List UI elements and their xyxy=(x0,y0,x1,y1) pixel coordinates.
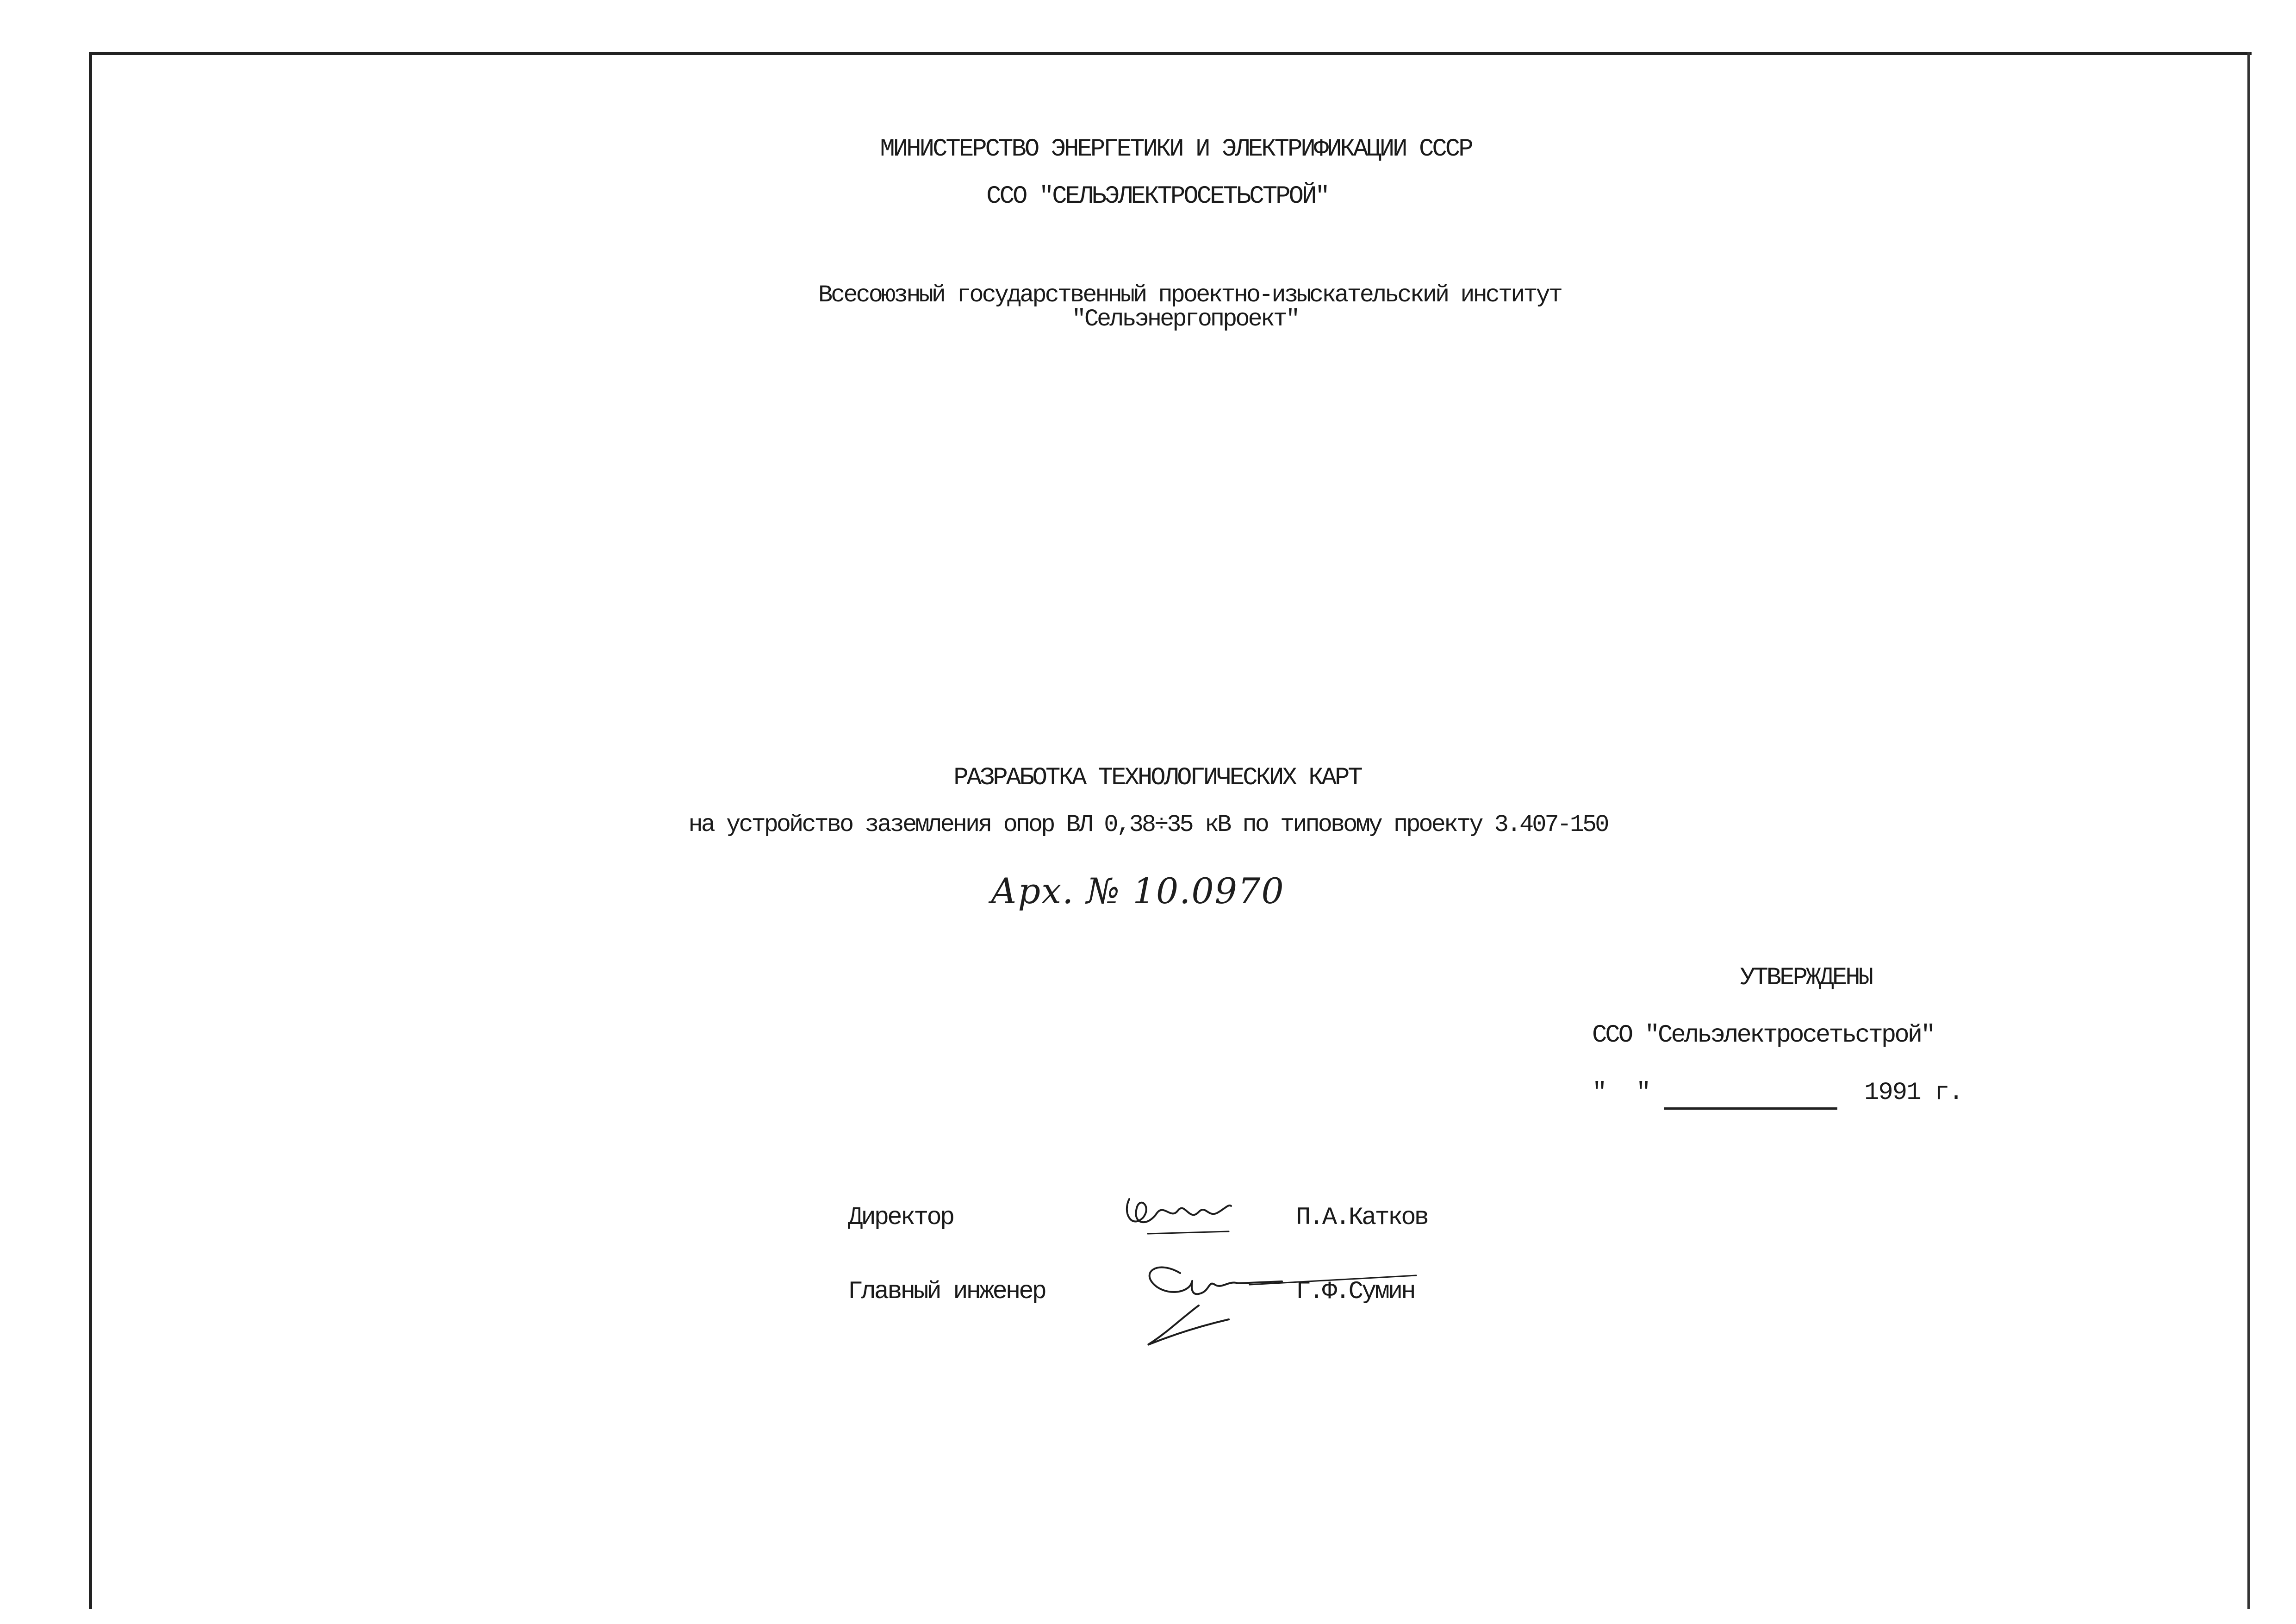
director-role: Директор xyxy=(848,1204,953,1232)
date-blank-line xyxy=(1664,1107,1837,1110)
frame-top-border xyxy=(90,52,2252,55)
chief-engineer-signature xyxy=(1129,1241,1425,1352)
approval-year: 1991 г. xyxy=(1864,1079,1963,1107)
document-subtitle: на устройство заземления опор ВЛ 0,38÷35 кВ по типовому проекту 3.407-150 xyxy=(688,811,1608,838)
date-open-quote: " xyxy=(1592,1079,1607,1107)
date-close-quote: " xyxy=(1636,1079,1651,1107)
approval-label: УТВЕРЖДЕНЫ xyxy=(1740,964,1872,992)
ministry-header: МИНИСТЕРСТВО ЭНЕРГЕТИКИ И ЭЛЕКТРИФИКАЦИИ СССР xyxy=(880,135,1472,163)
chief-engineer-name: Г.Ф.Сумин xyxy=(1296,1278,1414,1306)
director-signature xyxy=(1120,1185,1240,1245)
institute-name: Всесоюзный государственный проектно-изыскательский институт xyxy=(818,281,1562,309)
approval-organization: ССО "Сельэлектросетьстрой" xyxy=(1592,1021,1934,1049)
director-name: П.А.Катков xyxy=(1296,1204,1428,1232)
document-title: РАЗРАБОТКА ТЕХНОЛОГИЧЕСКИХ КАРТ xyxy=(953,764,1361,792)
archive-number: Арх. № 10.0970 xyxy=(990,870,1285,912)
institute-short-name: "Сельэнергопроект" xyxy=(1071,306,1299,333)
organization-header: ССО "СЕЛЬЭЛЕКТРОСЕТЬСТРОЙ" xyxy=(986,182,1328,211)
chief-engineer-role: Главный инженер xyxy=(848,1278,1045,1306)
